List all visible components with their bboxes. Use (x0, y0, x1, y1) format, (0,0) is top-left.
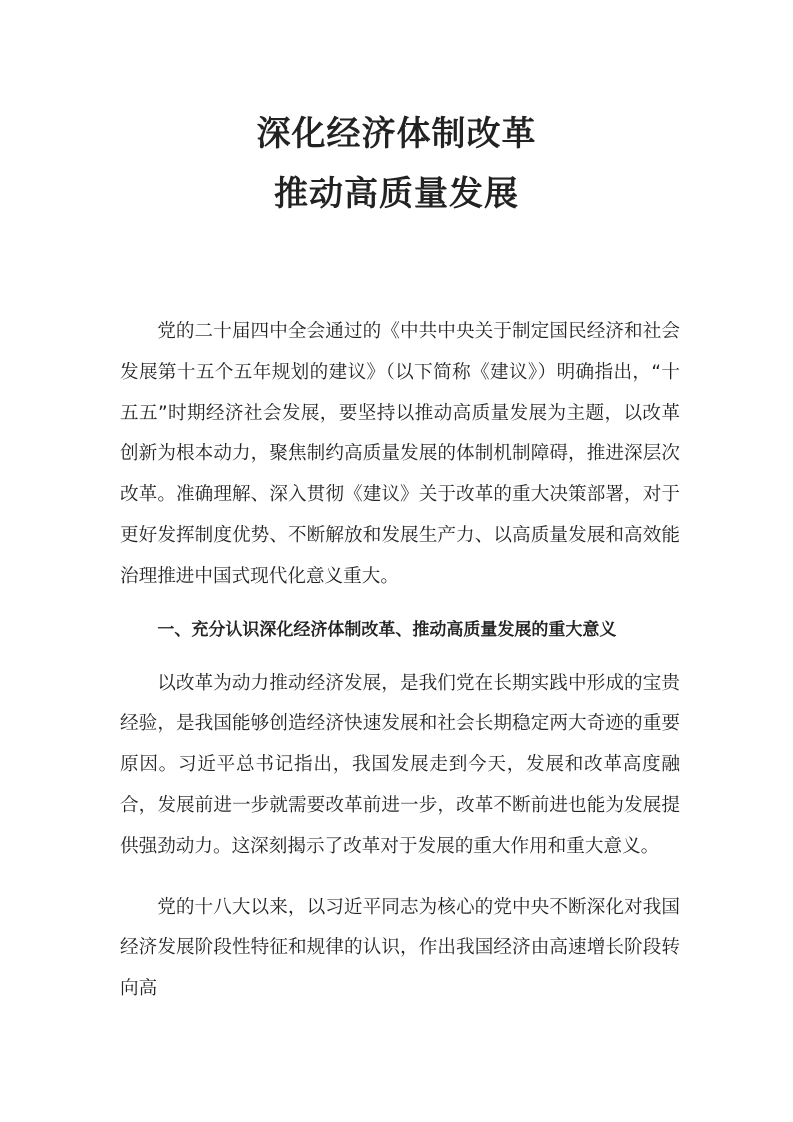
body-paragraph-1: 以改革为动力推动经济发展，是我们党在长期实践中形成的宝贵经验，是我国能够创造经济快速发展和社会长期稳定两大奇迹的重要原因。习近平总书记指出，我国发展走到今天，发展和改革高度融合，发展前进一步就需要改革前进一步，改革不断前进也能为发展提供强劲动力。这深刻揭示了改革对于发展的重大作用和重大意义。 (120, 672, 680, 857)
intro-paragraph: 党的二十届四中全会通过的《中共中央关于制定国民经济和社会发展第十五个五年规划的建议》（以下简称《建议》）明确指出，“十五五”时期经济社会发展，要坚持以推动高质量发展为主题，以改革创新为根本动力，聚焦制约高质量发展的体制机制障碍，推进深层次改革。准确理解、深入贯彻《建议》关于改革的重大决策部署，对于更好发挥制度优势、不断解放和发展生产力、以高质量发展和高效能治理推进中国式现代化意义重大。 (120, 321, 680, 587)
section-heading: 一、充分认识深化经济体制改革、推动高质量发展的重大意义 (157, 619, 617, 640)
document-body (120, 312, 680, 1010)
title-line-1: 深化经济体制改革 (256, 114, 537, 154)
title-line-2: 推动高质量发展 (274, 174, 519, 214)
body-paragraph-2: 党的十八大以来，以习近平同志为核心的党中央不断深化对我国经济发展阶段性特征和规律的认识，作出我国经济由高速增长阶段转向高 (120, 896, 680, 1000)
document-title (0, 104, 793, 224)
